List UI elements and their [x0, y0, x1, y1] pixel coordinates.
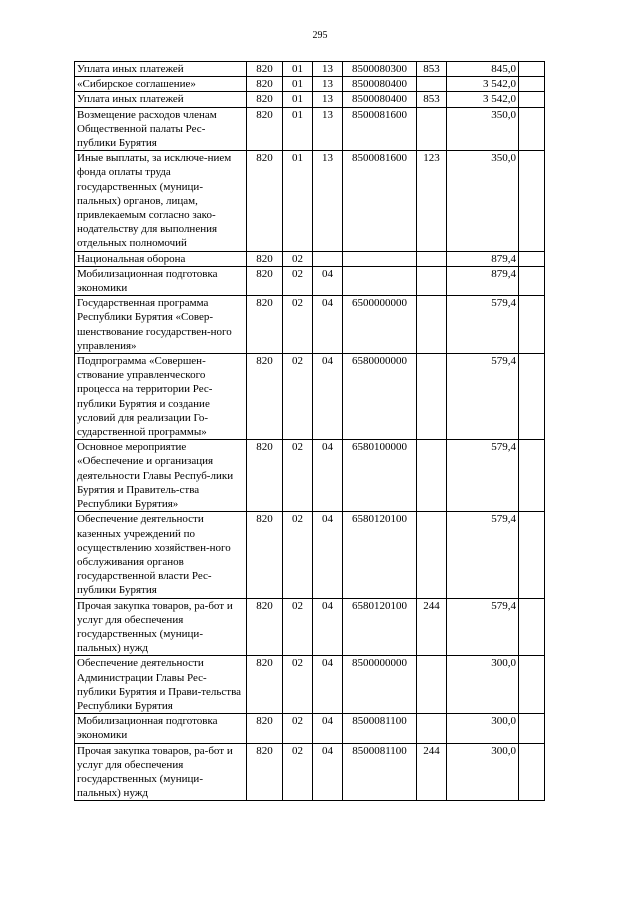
cell-empty	[519, 743, 545, 801]
cell-subsection: 13	[313, 77, 343, 92]
cell-subsection: 04	[313, 440, 343, 512]
cell-target-item: 8500081600	[343, 151, 417, 251]
cell-section: 02	[283, 296, 313, 354]
cell-name: Обеспечение деятельности казенных учреждений по осуществлению хозяйствен-ного обслуживания органов государственной власти Рес-публики Бурятия	[75, 512, 247, 598]
cell-amount: 879,4	[447, 266, 519, 295]
table-row	[75, 656, 545, 714]
cell-target-item: 6580000000	[343, 354, 417, 440]
cell-amount: 350,0	[447, 151, 519, 251]
cell-amount: 879,4	[447, 251, 519, 266]
cell-amount: 3 542,0	[447, 92, 519, 107]
cell-name: Уплата иных платежей	[75, 92, 247, 107]
cell-target-item: 8500080400	[343, 92, 417, 107]
cell-expense-type: 853	[417, 92, 447, 107]
cell-expense-type	[417, 266, 447, 295]
cell-target-item: 6580100000	[343, 440, 417, 512]
cell-section: 02	[283, 512, 313, 598]
table-row	[75, 714, 545, 743]
table-row	[75, 77, 545, 92]
cell-ministry-code: 820	[247, 656, 283, 714]
cell-amount: 579,4	[447, 296, 519, 354]
table-body	[75, 62, 545, 801]
cell-name: Прочая закупка товаров, ра-бот и услуг для обеспечения государственных (муници-пальных) нужд	[75, 743, 247, 801]
cell-empty	[519, 354, 545, 440]
cell-empty	[519, 92, 545, 107]
cell-name: Иные выплаты, за исключе-нием фонда оплаты труда государственных (муници-пальных) органов, лицам, привлекаемым согласно зако-нодательству для выполнения отдельных полномочий	[75, 151, 247, 251]
table-row	[75, 62, 545, 77]
cell-amount: 3 542,0	[447, 77, 519, 92]
cell-name: «Сибирское соглашение»	[75, 77, 247, 92]
cell-name: Обеспечение деятельности Администрации Главы Рес-публики Бурятия и Прави-тельства Республики Бурятия	[75, 656, 247, 714]
cell-subsection: 04	[313, 354, 343, 440]
cell-target-item: 6580120100	[343, 598, 417, 656]
cell-target-item	[343, 266, 417, 295]
cell-expense-type	[417, 296, 447, 354]
cell-empty	[519, 151, 545, 251]
cell-name: Уплата иных платежей	[75, 62, 247, 77]
cell-ministry-code: 820	[247, 296, 283, 354]
cell-empty	[519, 656, 545, 714]
table-row	[75, 296, 545, 354]
cell-empty	[519, 512, 545, 598]
cell-expense-type: 244	[417, 598, 447, 656]
table-row	[75, 92, 545, 107]
cell-target-item: 8500081100	[343, 714, 417, 743]
cell-section: 01	[283, 107, 313, 151]
cell-amount: 579,4	[447, 598, 519, 656]
table-row	[75, 266, 545, 295]
cell-target-item: 6500000000	[343, 296, 417, 354]
cell-target-item: 8500081100	[343, 743, 417, 801]
table-row	[75, 440, 545, 512]
cell-amount: 300,0	[447, 656, 519, 714]
cell-expense-type: 244	[417, 743, 447, 801]
cell-subsection: 13	[313, 107, 343, 151]
cell-expense-type	[417, 440, 447, 512]
cell-expense-type	[417, 354, 447, 440]
cell-ministry-code: 820	[247, 354, 283, 440]
cell-section: 01	[283, 92, 313, 107]
budget-table	[74, 61, 545, 801]
cell-ministry-code: 820	[247, 714, 283, 743]
cell-expense-type	[417, 656, 447, 714]
table-row	[75, 251, 545, 266]
cell-empty	[519, 296, 545, 354]
table-row	[75, 512, 545, 598]
cell-name: Мобилизационная подготовка экономики	[75, 266, 247, 295]
cell-name: Возмещение расходов членам Общественной палаты Рес-публики Бурятия	[75, 107, 247, 151]
cell-ministry-code: 820	[247, 598, 283, 656]
cell-ministry-code: 820	[247, 151, 283, 251]
cell-ministry-code: 820	[247, 440, 283, 512]
cell-amount: 845,0	[447, 62, 519, 77]
cell-empty	[519, 266, 545, 295]
cell-target-item	[343, 251, 417, 266]
cell-subsection: 04	[313, 656, 343, 714]
cell-ministry-code: 820	[247, 512, 283, 598]
cell-target-item: 8500000000	[343, 656, 417, 714]
cell-subsection: 13	[313, 92, 343, 107]
cell-name: Мобилизационная подготовка экономики	[75, 714, 247, 743]
cell-ministry-code: 820	[247, 266, 283, 295]
cell-subsection: 04	[313, 598, 343, 656]
cell-section: 01	[283, 62, 313, 77]
cell-expense-type	[417, 77, 447, 92]
cell-amount: 579,4	[447, 354, 519, 440]
cell-subsection: 04	[313, 714, 343, 743]
cell-expense-type	[417, 512, 447, 598]
table-row	[75, 354, 545, 440]
cell-ministry-code: 820	[247, 107, 283, 151]
cell-name: Основное мероприятие «Обеспечение и организация деятельности Главы Респуб-лики Бурятия и Правитель-ства Республики Бурятия»	[75, 440, 247, 512]
cell-subsection: 04	[313, 296, 343, 354]
cell-subsection	[313, 251, 343, 266]
cell-name: Национальная оборона	[75, 251, 247, 266]
cell-ministry-code: 820	[247, 92, 283, 107]
cell-subsection: 13	[313, 151, 343, 251]
cell-section: 01	[283, 77, 313, 92]
table-row	[75, 107, 545, 151]
cell-section: 02	[283, 714, 313, 743]
cell-target-item: 8500081600	[343, 107, 417, 151]
cell-section: 02	[283, 354, 313, 440]
cell-subsection: 13	[313, 62, 343, 77]
cell-target-item: 8500080400	[343, 77, 417, 92]
cell-subsection: 04	[313, 512, 343, 598]
table-row	[75, 598, 545, 656]
cell-expense-type	[417, 714, 447, 743]
cell-amount: 579,4	[447, 512, 519, 598]
cell-empty	[519, 77, 545, 92]
cell-amount: 300,0	[447, 743, 519, 801]
cell-ministry-code: 820	[247, 743, 283, 801]
cell-amount: 350,0	[447, 107, 519, 151]
cell-target-item: 6580120100	[343, 512, 417, 598]
cell-empty	[519, 598, 545, 656]
cell-name: Государственная программа Республики Бурятия «Совер-шенствование государствен-ного управления»	[75, 296, 247, 354]
cell-empty	[519, 440, 545, 512]
cell-target-item: 8500080300	[343, 62, 417, 77]
cell-name: Подпрограмма «Совершен-ствование управленческого процесса на территории Рес-публики Бурятия и создание условий для реализации Го-сударственной программы»	[75, 354, 247, 440]
cell-ministry-code: 820	[247, 62, 283, 77]
cell-amount: 579,4	[447, 440, 519, 512]
cell-ministry-code: 820	[247, 77, 283, 92]
cell-section: 02	[283, 440, 313, 512]
cell-empty	[519, 251, 545, 266]
cell-name: Прочая закупка товаров, ра-бот и услуг для обеспечения государственных (муници-пальных) нужд	[75, 598, 247, 656]
cell-section: 02	[283, 251, 313, 266]
cell-section: 02	[283, 656, 313, 714]
cell-empty	[519, 714, 545, 743]
table-row	[75, 151, 545, 251]
cell-expense-type: 123	[417, 151, 447, 251]
cell-section: 02	[283, 266, 313, 295]
page-number: 295	[312, 30, 328, 41]
cell-amount: 300,0	[447, 714, 519, 743]
cell-ministry-code: 820	[247, 251, 283, 266]
cell-empty	[519, 62, 545, 77]
cell-expense-type	[417, 251, 447, 266]
cell-expense-type	[417, 107, 447, 151]
cell-section: 02	[283, 743, 313, 801]
cell-empty	[519, 107, 545, 151]
cell-subsection: 04	[313, 266, 343, 295]
table-row	[75, 743, 545, 801]
cell-subsection: 04	[313, 743, 343, 801]
cell-section: 01	[283, 151, 313, 251]
cell-expense-type: 853	[417, 62, 447, 77]
cell-section: 02	[283, 598, 313, 656]
